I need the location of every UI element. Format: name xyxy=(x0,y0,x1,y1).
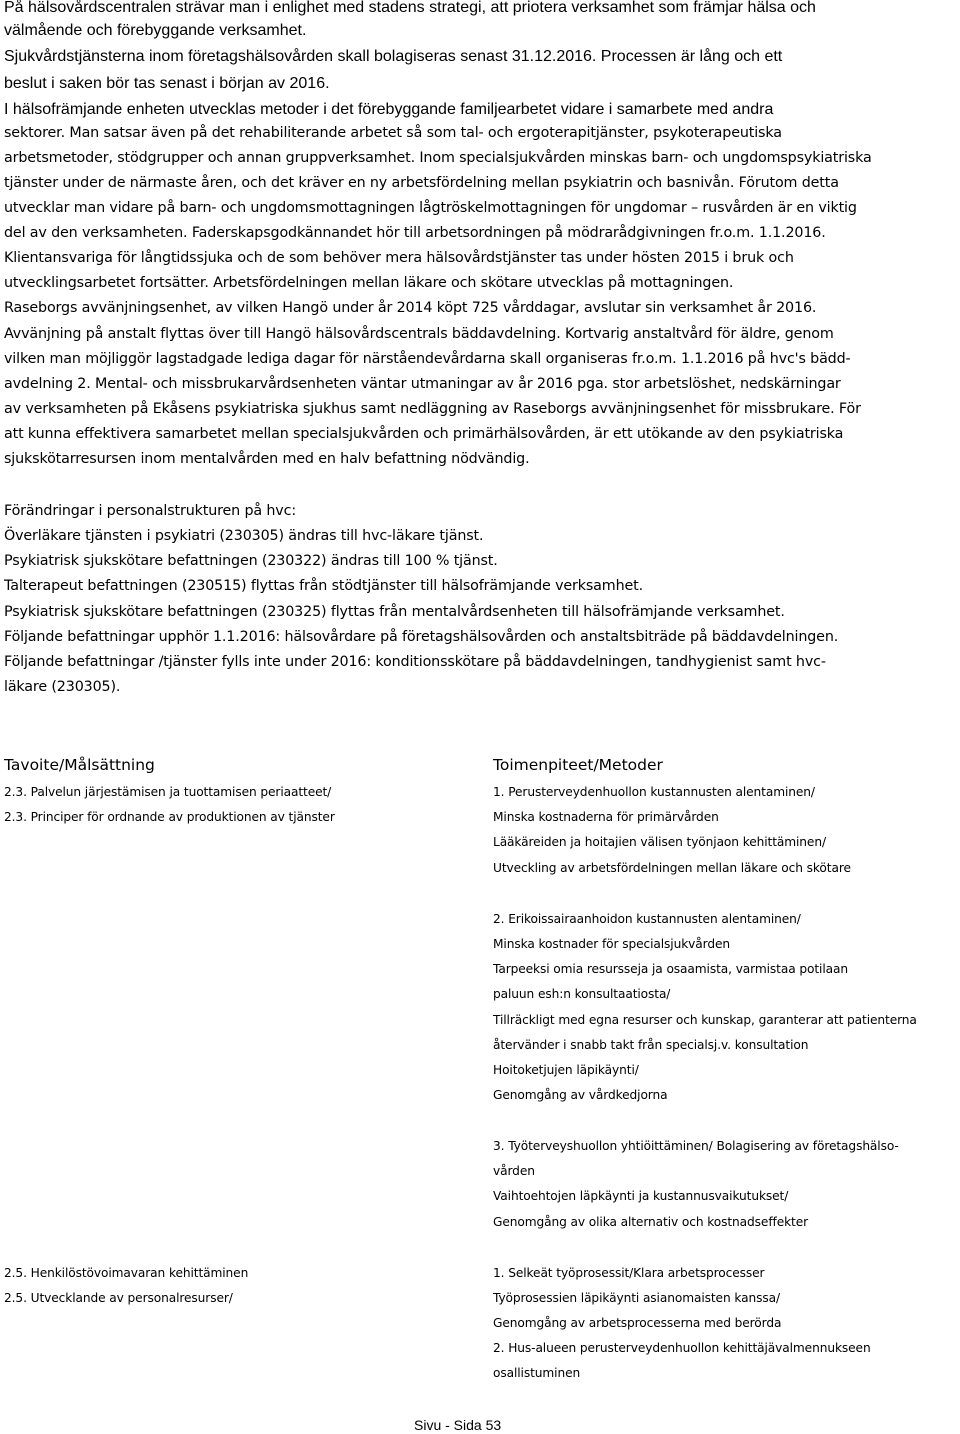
method-item: 3. Työterveyshuollon yhtiöittäminen/ Bolagisering av företagshälso- xyxy=(493,1139,899,1153)
text-line: arbetsmetoder, stödgrupper och annan gruppverksamhet. Inom specialsjukvården minskas barn- och ungdomspsykiatriska xyxy=(4,150,872,166)
method-item: Hoitoketjujen läpikäynti/ xyxy=(493,1063,639,1077)
text-line: utvecklingsarbetet fortsätter. Arbetsfördelningen mellan läkare och skötare utvecklas på mottagningen. xyxy=(4,275,734,291)
text-line: vilken man möjliggör lagstadgade lediga dagar för närståendevårdarna skall organiseras fr.o.m. 1.1.2016 på hvc's bädd- xyxy=(4,351,851,367)
text-line: Raseborgs avvänjningsenhet, av vilken Hangö under år 2014 köpt 725 vårddagar, avslutar sin verksamhet år 2016. xyxy=(4,300,817,316)
method-item: osallistuminen xyxy=(493,1366,581,1380)
section-heading: Förändringar i personalstrukturen på hvc: xyxy=(4,503,296,519)
text-line: Överläkare tjänsten i psykiatri (230305) ändras till hvc-läkare tjänst. xyxy=(4,528,484,544)
method-item: Tillräckligt med egna resurser och kunskap, garanterar att patienterna xyxy=(493,1013,917,1027)
method-item: Genomgång av vårdkedjorna xyxy=(493,1088,668,1102)
goal-item: 2.3. Palvelun järjestämisen ja tuottamisen periaatteet/ xyxy=(4,785,332,799)
text-line: avdelning 2. Mental- och missbrukarvårdsenheten väntar utmaningar av år 2016 pga. stor arbetslöshet, nedskärningar xyxy=(4,376,841,392)
method-item: Lääkäreiden ja hoitajien välisen työnjaon kehittäminen/ xyxy=(493,835,826,849)
page-footer: Sivu - Sida 53 xyxy=(414,1417,502,1433)
goal-item: 2.5. Henkilöstövoimavaran kehittäminen xyxy=(4,1266,249,1280)
method-item: återvänder i snabb takt från specialsj.v. konsultation xyxy=(493,1038,809,1052)
text-line: Psykiatrisk sjukskötare befattningen (230325) flyttas från mentalvårdsenheten till hälsofrämjande verksamhet. xyxy=(4,604,785,620)
text-line: Psykiatrisk sjukskötare befattningen (230322) ändras till 100 % tjänst. xyxy=(4,553,498,569)
text-line: Klientansvariga för långtidssjuka och de som behöver mera hälsovårdstjänster tas under hösten 2015 i bruk och xyxy=(4,250,794,266)
method-item: 2. Hus-alueen perusterveydenhuollon kehittäjävalmennukseen xyxy=(493,1341,871,1355)
text-line: Sjukvårdstjänsterna inom företagshälsovården skall bolagiseras senast 31.12.2016. Processen är lång och ett xyxy=(4,48,783,65)
text-line: Avvänjning på anstalt flyttas över till Hangö hälsovårdscentrals bäddavdelning. Kortvarig anstaltvård för äldre, genom xyxy=(4,326,834,342)
goal-item: 2.3. Principer för ordnande av produktionen av tjänster xyxy=(4,810,335,824)
text-line: Följande befattningar /tjänster fylls inte under 2016: konditionsskötare på bäddavdelningen, tandhygienist samt hvc- xyxy=(4,654,826,670)
method-item: vården xyxy=(493,1164,535,1178)
method-item: Utveckling av arbetsfördelningen mellan läkare och skötare xyxy=(493,861,851,875)
text-line: av verksamheten på Ekåsens psykiatriska sjukhus samt nedläggning av Raseborgs avvänjningsenhet för missbrukare. För xyxy=(4,401,861,417)
text-line: På hälsovårdscentralen strävar man i enlighet med stadens strategi, att priotera verksamhet som främjar hälsa och xyxy=(4,0,816,16)
method-item: Vaihtoehtojen läpkäynti ja kustannusvaikutukset/ xyxy=(493,1189,789,1203)
method-item: Minska kostnader för specialsjukvården xyxy=(493,937,730,951)
text-line: tjänster under de närmaste åren, och det kräver en ny arbetsfördelning mellan psykiatrin och basnivån. Förutom detta xyxy=(4,175,839,191)
method-item: Genomgång av arbetsprocesserna med berörda xyxy=(493,1316,782,1330)
method-item: Minska kostnaderna för primärvården xyxy=(493,810,719,824)
method-item: Genomgång av olika alternativ och kostnadseffekter xyxy=(493,1215,809,1229)
column-heading-methods: Toimenpiteet/Metoder xyxy=(493,756,663,774)
text-line: Talterapeut befattningen (230515) flyttas från stödtjänster till hälsofrämjande verksamhet. xyxy=(4,578,643,594)
text-line: Följande befattningar upphör 1.1.2016: hälsovårdare på företagshälsovården och anstaltsbiträde på bäddavdelningen. xyxy=(4,629,839,645)
method-item: 2. Erikoissairaanhoidon kustannusten alentaminen/ xyxy=(493,912,801,926)
text-line: att kunna effektivera samarbetet mellan specialsjukvården och primärhälsovården, är ett utökande av den psykiatriska xyxy=(4,426,844,442)
text-line: del av den verksamheten. Faderskapsgodkännandet hör till arbetsordningen på mödrarådgivningen fr.o.m. 1.1.2016. xyxy=(4,225,826,241)
text-line: utvecklar man vidare på barn- och ungdomsmottagningen lågtröskelmottagningen för ungdomar – rusvården är en viktig xyxy=(4,200,857,216)
text-line: välmående och förebyggande verksamhet. xyxy=(4,22,307,39)
text-line: läkare (230305). xyxy=(4,679,121,695)
method-item: paluun esh:n konsultaatiosta/ xyxy=(493,987,671,1001)
text-line: beslut i saken bör tas senast i början av 2016. xyxy=(4,75,330,92)
method-item: Työprosessien läpikäynti asianomaisten kanssa/ xyxy=(493,1291,780,1305)
method-item: 1. Selkeät työprosessit/Klara arbetsprocesser xyxy=(493,1266,765,1280)
goal-item: 2.5. Utvecklande av personalresurser/ xyxy=(4,1291,233,1305)
method-item: Tarpeeksi omia resursseja ja osaamista, varmistaa potilaan xyxy=(493,962,848,976)
column-heading-goals: Tavoite/Målsättning xyxy=(4,756,155,774)
text-line: sektorer. Man satsar även på det rehabiliterande arbetet så som tal- och ergoterapitjänster, psykoterapeutiska xyxy=(4,125,782,141)
text-line: sjukskötarresursen inom mentalvården med en halv befattning nödvändig. xyxy=(4,451,530,467)
text-line: I hälsofrämjande enheten utvecklas metoder i det förebyggande familjearbetet vidare i samarbete med andra xyxy=(4,101,774,118)
method-item: 1. Perusterveydenhuollon kustannusten alentaminen/ xyxy=(493,785,815,799)
